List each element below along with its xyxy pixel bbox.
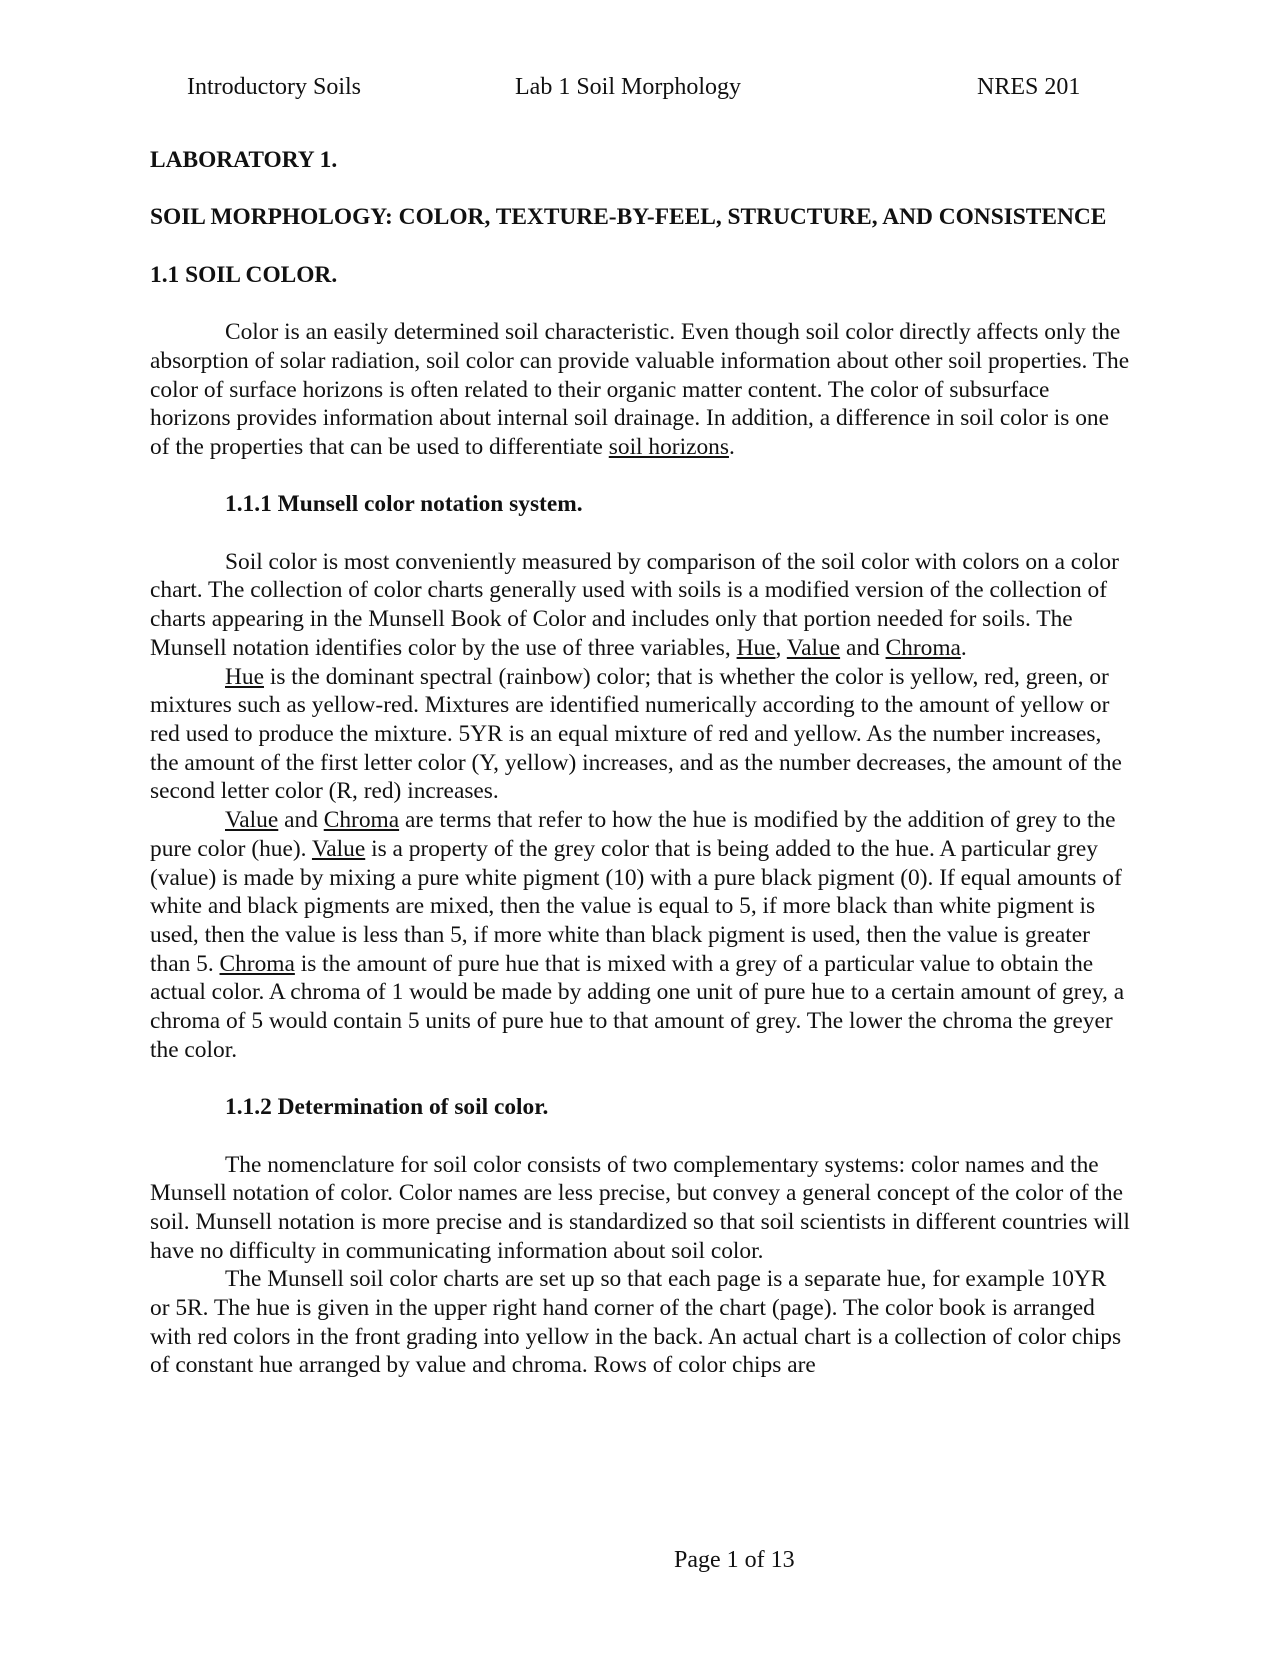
section-heading-soil-color: 1.1 SOIL COLOR. <box>150 261 338 288</box>
underlined-term-chroma: Chroma <box>323 807 400 834</box>
paragraph-soil-color-intro <box>150 318 1130 462</box>
underlined-term-hue: Hue <box>736 634 776 661</box>
subsection-heading-munsell: 1.1.1 Munsell color notation system. <box>225 491 583 518</box>
underlined-term-value: Value <box>225 807 279 834</box>
paragraph-end: . <box>728 433 735 460</box>
header-lab-title: Lab 1 Soil Morphology <box>515 74 741 100</box>
underlined-term-soil-horizons: soil horizons <box>608 433 729 460</box>
paragraph-text: Soil color is most conveniently measured by comparison of the soil color with colors on a color chart. The collection of color charts generally used with soils is a modified version of the collection of charts appearing in the Munsell Book of Color and includes only that portion needed for soils. The Munsell notation identifies color by the use of three variables, <box>150 548 1119 661</box>
underlined-term-chroma: Chroma <box>885 634 961 661</box>
header-course-code: NRES 201 <box>977 74 1081 100</box>
underlined-term-value: Value <box>786 634 841 661</box>
paragraph-text: Color is an easily determined soil characteristic. Even though soil color directly affects only the absorption of solar radiation, soil color can provide valuable information about other soil properties. The color of surface horizons is often related to their organic matter content. The color of subsurface horizons provides information about internal soil drainage. In addition, a difference in soil color is one of the properties that can be used to differentiate <box>150 319 1130 460</box>
paragraph-text: is the dominant spectral (rainbow) color; that is whether the color is yellow, red, green, or mixtures such as yellow-red. Mixtures are identified numerically according to the amount of yellow or red used to produce the mixture. 5YR is an equal mixture of red and yellow. As the number increases, the amount of the first letter color (Y, yellow) increases, and as the number decreases, the amount of the second letter color (R, red) increases. <box>150 663 1122 805</box>
page-number: Page 1 of 13 <box>674 1547 795 1573</box>
underlined-term-chroma: Chroma <box>219 950 295 977</box>
underlined-term-value: Value <box>311 835 366 862</box>
paragraph-munsell-intro <box>150 548 1130 663</box>
paragraph-chart-arrangement: The Munsell soil color charts are set up so that each page is a separate hue, for example 10YR or 5R. The hue is given in the upper right hand corner of the chart (page). The color book is arranged with red colors in the front grading into yellow in the back. An actual chart is a collection of color chips of constant hue arranged by value and chroma. Rows of color chips are <box>150 1266 1122 1379</box>
paragraph-nomenclature: The nomenclature for soil color consists of two complementary systems: color names and the Munsell notation of color. Color names are less precise, but convey a general concept of the color of the soil. Munsell notation is more precise and is standardized so that soil scientists in different countries will have no difficulty in communicating information about soil color. <box>150 1151 1130 1264</box>
paragraph-text: is a property of the grey color that is being added to the hue. A particular grey (value) is made by mixing a pure white pigment (10) with a pure black pigment (0). If equal amounts of white and black pigments are mixed, then the value is equal to 5, if more black than white pigment is used, then the value is less than 5, if more white than black pigment is used, then the value is greater than 5. <box>150 835 1122 977</box>
underlined-term-hue: Hue <box>225 663 264 690</box>
separator: and <box>840 634 886 661</box>
paragraph-end: . <box>960 634 967 661</box>
paragraph-text: are terms that refer to how the hue is modified by the addition of grey to the pure color (hue). <box>150 807 1116 862</box>
document-title: SOIL MORPHOLOGY: COLOR, TEXTURE-BY-FEEL, STRUCTURE, AND CONSISTENCE <box>150 204 1107 231</box>
subsection-heading-determination: 1.1.2 Determination of soil color. <box>225 1094 549 1121</box>
paragraph-text: is the amount of pure hue that is mixed with a grey of a particular value to obtain the actual color. A chroma of 1 would be made by adding one unit of pure hue to a certain amount of grey, a chroma of 5 would contain 5 units of pure hue to that amount of grey. The lower the chroma the greyer the color. <box>150 950 1125 1063</box>
document-body <box>150 146 1130 1380</box>
header-course-name: Introductory Soils <box>187 74 361 100</box>
separator: and <box>278 807 324 834</box>
paragraph-value-chroma-definition <box>150 806 1130 1064</box>
lab-heading: LABORATORY 1. <box>150 147 338 173</box>
separator: , <box>775 634 787 661</box>
paragraph-hue-definition <box>150 663 1130 807</box>
